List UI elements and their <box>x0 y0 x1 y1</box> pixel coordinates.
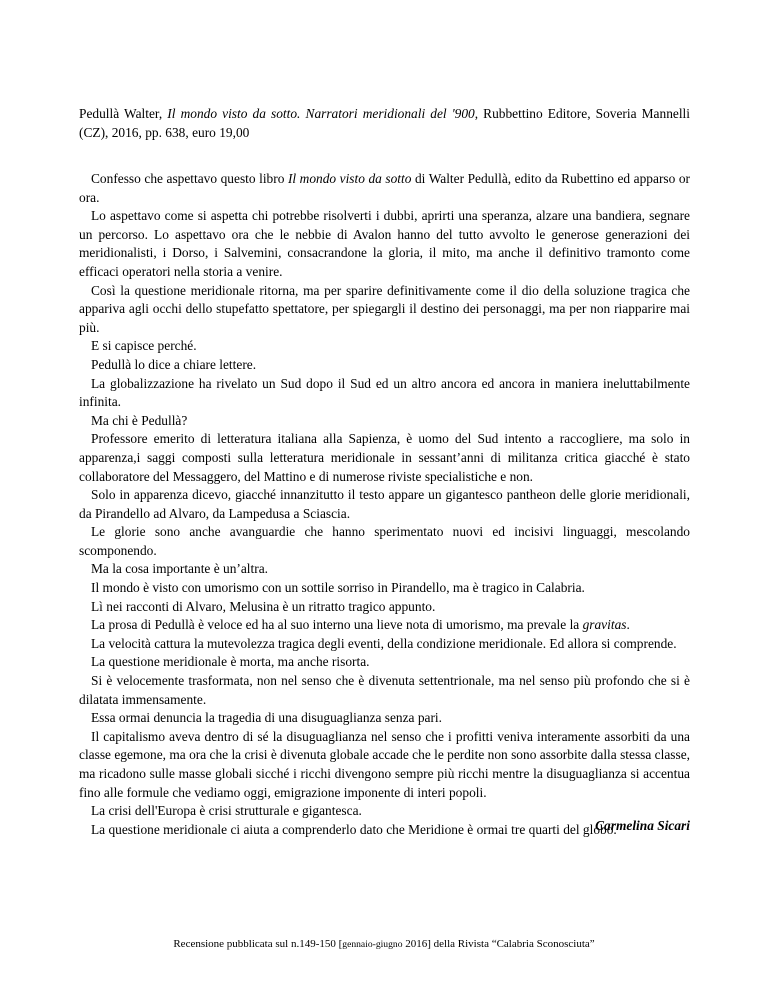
paragraph-text: La questione meridionale è morta, ma anche risorta. <box>91 654 370 670</box>
body-paragraph <box>79 412 690 431</box>
body-paragraph <box>79 523 690 560</box>
paragraph-text: Confesso che aspettavo questo libro <box>91 171 288 186</box>
biblio-details: , Rubbettino Editore, Soveria Mannelli (CZ), 2016, pp. 638, euro 19,00 <box>79 106 690 140</box>
body-paragraph <box>79 207 690 281</box>
paragraph-text: La questione meridionale ci aiuta a comprenderlo dato che Meridione è ormai tre quarti del globo. <box>91 821 617 837</box>
footer-text-end: 2016] della Rivista “Calabria Sconosciuta” <box>402 938 595 950</box>
paragraph-text: Le glorie sono anche avanguardie che hanno sperimentato nuovi ed incisivi linguaggi, mescolando scomponendo. <box>79 524 690 558</box>
paragraph-text: La prosa di Pedullà è veloce ed ha al suo interno una lieve nota di umorismo, ma prevale la <box>91 617 583 633</box>
body-paragraph <box>79 560 690 579</box>
body-paragraph <box>79 616 690 635</box>
paragraph-text: Ma chi è Pedullà? <box>91 412 188 428</box>
biblio-title: Il mondo visto da sotto. Narratori meridionali del '900 <box>167 106 475 121</box>
review-body <box>79 170 690 839</box>
paragraph-text: Il capitalismo aveva dentro di sé la disuguaglianza nel senso che i profitti veniva interamente assorbiti da una classe egemone, ma ora che la crisi è divenuta globale accade che le perdite non sono assorbite dalla stessa classe, ma ricadono sulle masse globali sicché i ricchi divengono sempre più ricchi mentre la disuguaglianza si accentua fino alle formule che vediamo oggi, emigrazione imponente di interi popoli. <box>79 728 690 800</box>
paragraph-text: Lì nei racconti di Alvaro, Melusina è un ritratto tragico appunto. <box>91 598 436 614</box>
paragraph-text-end: di Walter Pedullà, edito da Rubettino ed apparso or ora. <box>79 171 690 205</box>
paragraph-text: Solo in apparenza dicevo, giacché innanzitutto il testo appare un gigantesco pantheon delle glorie meridionali, da Pirandello ad Alvaro, da Lampedusa a Sciascia. <box>79 487 690 521</box>
author-signature: Carmelina Sicari <box>595 818 690 833</box>
body-paragraph <box>79 598 690 617</box>
body-paragraph <box>79 430 690 486</box>
paragraph-text: Essa ormai denuncia la tragedia di una disuguaglianza senza pari. <box>91 710 442 726</box>
paragraph-emphasis: gravitas <box>582 617 627 633</box>
body-paragraph <box>79 579 690 598</box>
body-paragraph <box>79 282 690 338</box>
body-paragraph <box>79 337 690 356</box>
body-paragraph <box>79 375 690 412</box>
publication-footer <box>0 938 768 950</box>
body-paragraph <box>79 672 690 709</box>
paragraph-text: Così la questione meridionale ritorna, ma per sparire definitivamente come il dio della soluzione tragica che appariva agli occhi dello stupefatto spettatore, per spiegargli il destino dei personaggi, ma per non riapparire mai più. <box>79 282 690 335</box>
body-paragraph <box>79 170 690 207</box>
paragraph-text: La crisi dell'Europa è crisi strutturale e gigantesca. <box>91 803 362 819</box>
paragraph-text: Il mondo è visto con umorismo con un sottile sorriso in Pirandello, ma è tragico in Calabria. <box>91 580 585 596</box>
body-paragraph <box>79 486 690 523</box>
footer-period: gennaio-giugno <box>342 939 403 950</box>
paragraph-text: La velocità cattura la mutevolezza tragica degli eventi, della condizione meridionale. Ed allora si comprende. <box>91 635 677 651</box>
paragraph-text: Pedullà lo dice a chiare lettere. <box>91 356 257 372</box>
body-paragraph <box>79 728 690 802</box>
paragraph-text: La globalizzazione ha rivelato un Sud dopo il Sud ed un altro ancora ed ancora in maniera ineluttabilmente infinita. <box>79 375 690 410</box>
body-paragraph <box>79 653 690 672</box>
body-paragraph <box>79 709 690 728</box>
paragraph-emphasis: Il mondo visto da sotto <box>287 171 412 186</box>
paragraph-text: Lo aspettavo come si aspetta chi potrebbe risolverti i dubbi, aprirti una speranza, alzare una bandiera, segnare un percorso. Lo aspettavo ora che le nebbie di Avalon hanno del tutto avvolto le generose generazioni dei meridionalisti, i Dorso, i Salvemini, consacrandone la gloria, il mito, ma anche il definitivo tramonto come efficaci operatori nella storia a venire. <box>79 208 690 279</box>
body-paragraph <box>79 635 690 654</box>
paragraph-text: E si capisce perché. <box>91 338 197 354</box>
paragraph-text: Professore emerito di letteratura italiana alla Sapienza, è uomo del Sud intento a raccogliere, ma solo in apparenza,i saggi composti sulla letteratura meridionale in sessant’anni di militanza critica giacché è stato collaboratore del Messaggero, del Mattino e di numerose riviste specialistiche e non. <box>79 431 690 484</box>
paragraph-text: Ma la cosa importante è un’altra. <box>91 561 268 577</box>
biblio-author: Pedullà Walter, <box>79 106 168 121</box>
footer-text-start: Recensione pubblicata sul n.149-150 [ <box>173 938 343 950</box>
bibliographic-reference <box>79 104 690 142</box>
paragraph-text: Si è velocemente trasformata, non nel senso che è divenuta settentrionale, ma nel senso più profondo che si è dilatata immensamente. <box>79 673 690 707</box>
body-paragraph <box>79 356 690 375</box>
paragraph-text-end: . <box>626 617 630 633</box>
